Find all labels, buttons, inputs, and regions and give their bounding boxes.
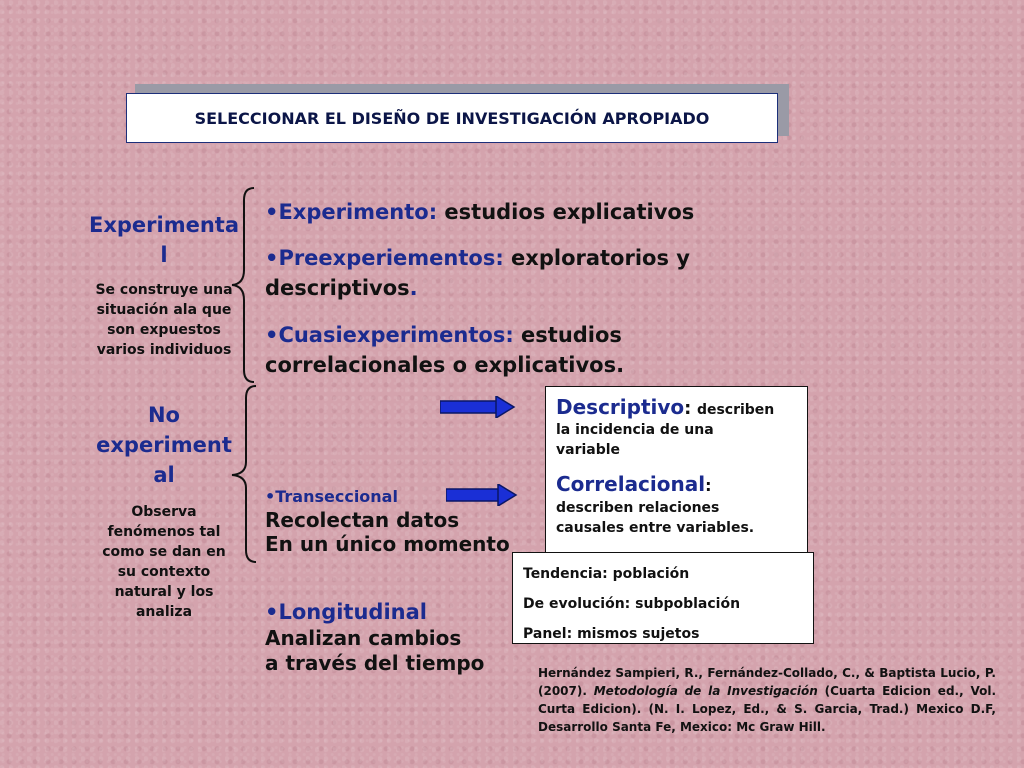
description-line: Observa — [131, 504, 197, 520]
page-title — [126, 93, 778, 143]
longitudinal-type-item: Panel: mismos sujetos — [523, 626, 700, 642]
item-text: estudios — [521, 323, 622, 347]
description-line: como se dan en — [102, 544, 226, 560]
longitudinal-line: Analizan cambios — [265, 626, 462, 650]
correlacional-block — [556, 472, 799, 498]
arrow-right-icon — [440, 396, 516, 418]
description-line: natural y los — [114, 584, 214, 600]
item-experimento — [265, 197, 735, 227]
bullet: • — [265, 246, 279, 270]
item-end: . — [409, 276, 418, 300]
transeccional-term: Transeccional — [275, 487, 398, 506]
bullet: • — [265, 600, 279, 624]
description-line: fenómenos tal — [107, 524, 221, 540]
descriptivo-block — [556, 397, 799, 420]
description-line: su contexto — [117, 564, 211, 580]
item-text: correlacionales o explicativos. — [265, 353, 625, 377]
separator: : — [684, 398, 692, 419]
longitudinal-type-item: Tendencia: población — [523, 566, 690, 582]
reference — [538, 664, 996, 736]
separator: : — [705, 476, 712, 495]
longitudinal — [265, 598, 525, 676]
no-experimental-label — [84, 400, 244, 490]
correlacional-text: causales entre variables. — [556, 520, 755, 536]
experimental-brace — [228, 186, 262, 384]
bullet: • — [265, 200, 279, 224]
descriptivo-text: variable — [556, 442, 621, 458]
description-line: situación ala que — [96, 302, 232, 318]
experimental-label-line: Experimenta — [88, 213, 239, 237]
bullet: • — [265, 487, 276, 506]
description-line: varios individuos — [96, 342, 232, 358]
longitudinal-types-box — [512, 552, 814, 644]
bullet: • — [265, 323, 279, 347]
longitudinal-type-item: De evolución: subpoblación — [523, 596, 741, 612]
experimental-description — [84, 280, 244, 360]
item-text: estudios explicativos — [444, 200, 695, 224]
longitudinal-line: a través del tiempo — [265, 651, 485, 675]
item-text: exploratorios y — [511, 246, 690, 270]
transeccional-line: Recolectan datos — [265, 508, 460, 532]
page-title-text: SELECCIONAR EL DISEÑO DE INVESTIGACIÓN APROPIADO — [194, 108, 710, 128]
transeccional-term-line — [265, 486, 555, 508]
no-experimental-label-line: No — [147, 403, 180, 427]
reference-title: Metodología de la Investigación — [593, 684, 818, 698]
no-experimental-brace — [228, 384, 262, 564]
no-experimental-label-line: al — [153, 463, 175, 487]
types-box — [545, 386, 808, 556]
descriptivo-term: Descriptivo — [556, 395, 685, 419]
description-line: analiza — [135, 604, 193, 620]
item-text: descriptivos — [265, 276, 410, 300]
no-experimental-label-line: experiment — [96, 433, 232, 457]
correlacional-term: Correlacional — [556, 472, 706, 496]
item-term: Cuasiexperimentos: — [278, 323, 514, 347]
reference-details: (Cuarta Edicion ed., Vol. Curta Edicion). (N. I. Lopez, Ed., & S. Garcia, Trad.) Mexico D.F, Desarrollo Santa Fe, Mexico: Mc Graw Hill. — [538, 684, 996, 734]
experimental-label-line: l — [160, 243, 168, 267]
transeccional-line: En un único momento — [265, 532, 510, 556]
item-term: Experimento: — [278, 200, 438, 224]
experimental-label — [84, 210, 244, 270]
longitudinal-term: Longitudinal — [278, 600, 427, 624]
correlacional-text: describen relaciones — [556, 500, 720, 516]
descriptivo-text: describen — [696, 402, 775, 418]
description-line: son expuestos — [107, 322, 221, 338]
transeccional — [265, 486, 555, 556]
description-line: Se construye una — [95, 282, 233, 298]
reference-authors: Hernández Sampieri, R., Fernández-Collado, C., & Baptista Lucio, P. (2007). — [538, 666, 996, 698]
descriptivo-text: la incidencia de una — [556, 422, 714, 438]
no-experimental-description — [84, 502, 244, 622]
longitudinal-term-line — [265, 598, 525, 626]
item-cuasiexperimentos — [265, 320, 735, 380]
item-term: Preexperiementos: — [278, 246, 504, 270]
item-preexperimentos — [265, 243, 735, 303]
